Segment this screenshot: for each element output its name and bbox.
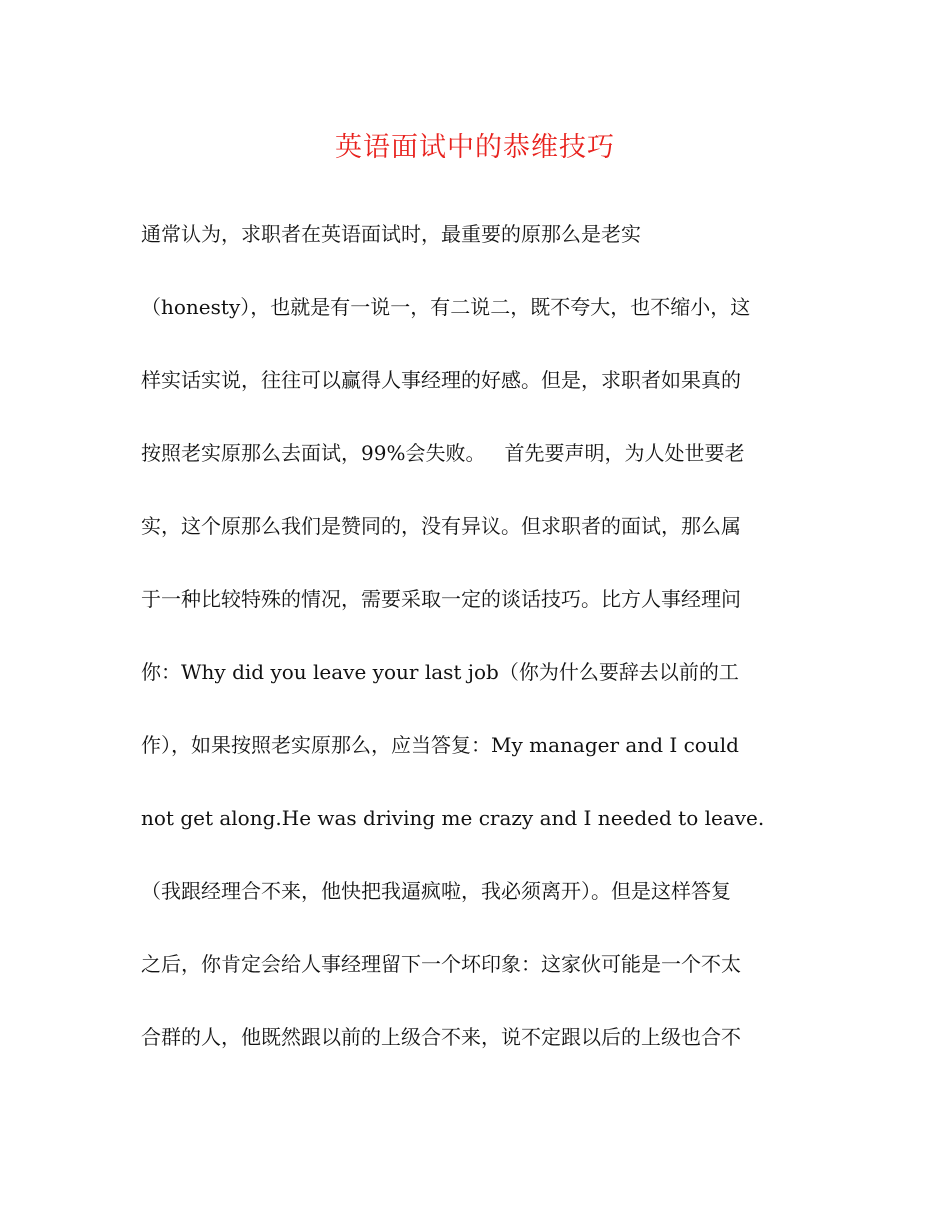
body-line: （我跟经理合不来，他快把我逼疯啦，我必须离开）。但是这样答复 xyxy=(141,879,731,903)
body-line: 之后，你肯定会给人事经理留下一个坏印象：这家伙可能是一个不太 xyxy=(141,952,741,976)
body-line: 通常认为，求职者在英语面试时，最重要的原那么是老实 xyxy=(141,222,641,246)
body-line: 实，这个原那么我们是赞同的，没有异议。但求职者的面试，那么属 xyxy=(141,514,741,538)
body-line: 按照老实原那么去面试，99%会失败。 首先要声明，为人处世要老 xyxy=(141,441,745,465)
body-line: 样实话实说，往往可以赢得人事经理的好感。但是，求职者如果真的 xyxy=(141,368,741,392)
body-line: （honesty），也就是有一说一，有二说二，既不夸大，也不缩小，这 xyxy=(141,295,751,319)
document-title: 英语面试中的恭维技巧 xyxy=(335,132,615,163)
body-line: 作），如果按照老实原那么，应当答复：My manager and I could xyxy=(141,733,739,757)
body-line: 你：Why did you leave your last job（你为什么要辞去以前的工 xyxy=(141,660,739,684)
document-body xyxy=(141,214,809,1090)
body-line: not get along.He was driving me crazy and I needed to leave. xyxy=(141,806,765,830)
body-line: 于一种比较特殊的情况，需要采取一定的谈话技巧。比方人事经理问 xyxy=(141,587,741,611)
body-line: 合群的人，他既然跟以前的上级合不来，说不定跟以后的上级也合不 xyxy=(141,1025,741,1049)
